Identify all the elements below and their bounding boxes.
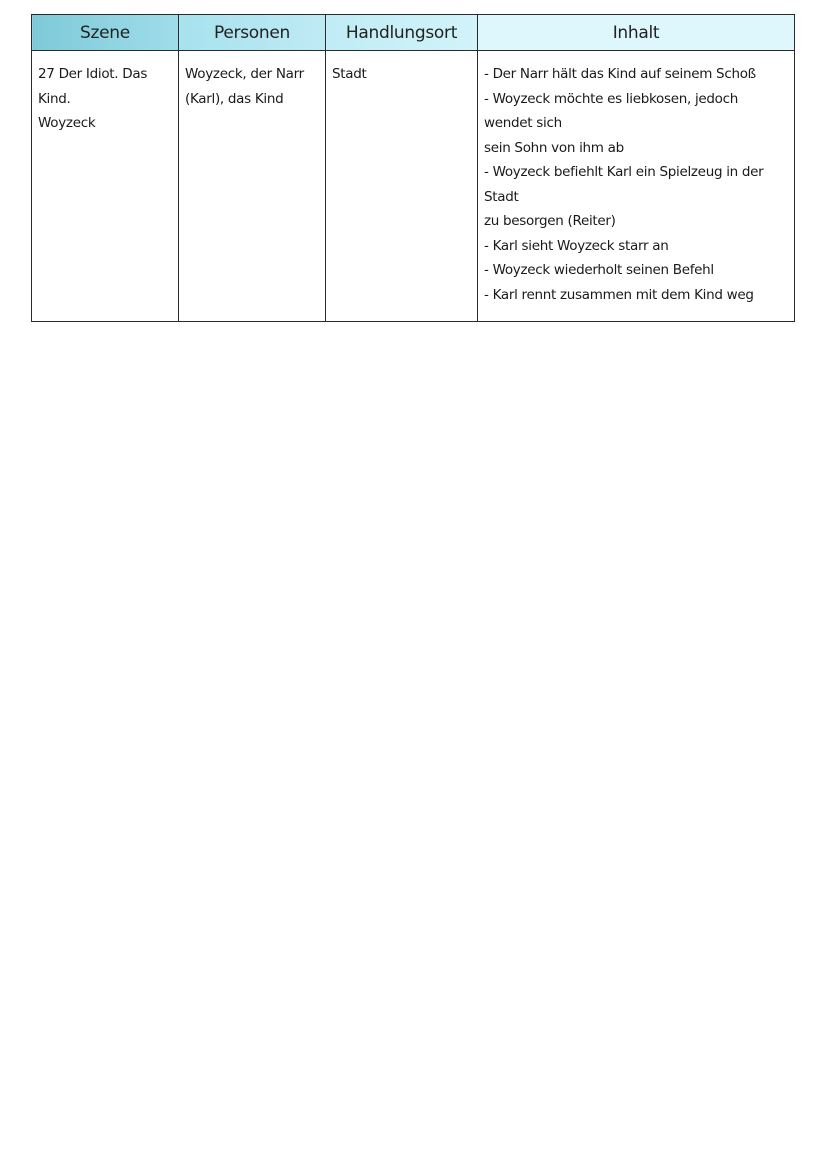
personen-line: Woyzeck, der Narr (185, 66, 304, 82)
szene-line: 27 Der Idiot. Das Kind. (38, 66, 148, 107)
header-personen: Personen (179, 15, 326, 51)
list-item: - Karl rennt zusammen mit dem Kind weg (484, 286, 754, 303)
inhalt-list (484, 62, 789, 307)
list-item: sein Sohn von ihm ab (484, 139, 624, 156)
cell-szene (32, 51, 179, 322)
table-header-row (32, 15, 795, 51)
cell-handlungsort (326, 51, 478, 322)
list-item: - Woyzeck wiederholt seinen Befehl (484, 262, 714, 278)
list-item: - Karl sieht Woyzeck starr an (484, 237, 669, 254)
header-szene: Szene (32, 15, 179, 51)
header-inhalt: Inhalt (478, 15, 795, 51)
header-handlungsort: Handlungsort (326, 15, 478, 51)
handlungsort-value: Stadt (332, 66, 367, 82)
list-item: - Woyzeck möchte es liebkosen, jedoch wendet sich (484, 90, 739, 131)
list-item: - Woyzeck befiehlt Karl ein Spielzeug in der Stadt (484, 164, 764, 205)
list-item: - Der Narr hält das Kind auf seinem Schoß (484, 66, 756, 82)
personen-line: (Karl), das Kind (185, 90, 284, 107)
cell-inhalt (478, 51, 795, 322)
cell-personen (179, 51, 326, 322)
table-row (32, 51, 795, 322)
scene-table (31, 14, 795, 322)
list-item: zu besorgen (Reiter) (484, 213, 616, 229)
szene-line: Woyzeck (38, 115, 96, 131)
